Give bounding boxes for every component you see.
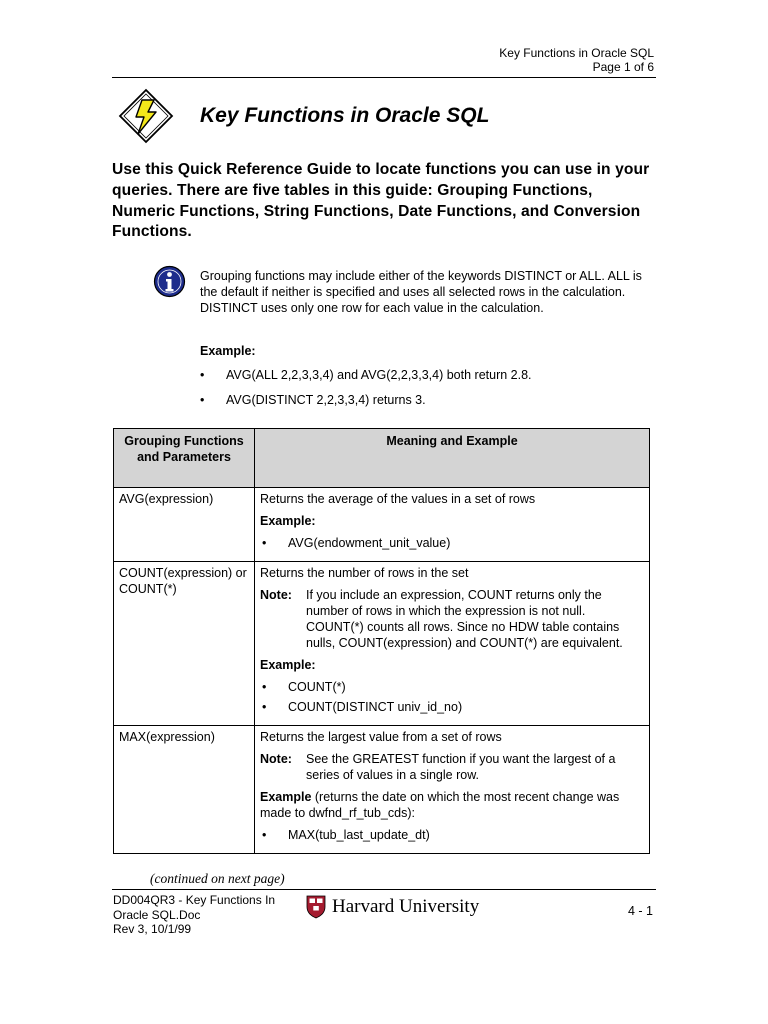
row-note (260, 751, 644, 783)
page-title: Key Functions in Oracle SQL (200, 104, 490, 127)
column-header-meaning: Meaning and Example (255, 429, 650, 488)
table-row (114, 488, 650, 562)
bullet-dot: • (262, 536, 267, 550)
row-note-label: Note: (260, 752, 292, 766)
row-example-label: Example: (260, 658, 316, 672)
bullet-dot: • (262, 700, 267, 714)
row-example-bullet (260, 535, 644, 551)
footer-doc-line: Oracle SQL.Doc (113, 907, 201, 922)
bullet-dot: • (200, 393, 205, 407)
meaning-cell (255, 562, 650, 726)
function-cell: MAX(expression) (114, 726, 255, 854)
footer-page-number: 4 - 1 (628, 904, 654, 918)
info-bullet-text: AVG(ALL 2,2,3,3,4) and AVG(2,2,3,3,4) both return 2.8. (226, 368, 532, 382)
info-text: Grouping functions may include either of the keywords DISTINCT or ALL. ALL is the default if neither is specified and uses all selected rows in the calculation. DISTINCT uses only one row for each value in the calculation. (200, 269, 642, 315)
info-icon (153, 265, 186, 298)
harvard-shield-icon (306, 895, 326, 919)
row-example-text: AVG(endowment_unit_value) (288, 536, 451, 550)
column-header-function: Grouping Functions and Parameters (114, 429, 255, 488)
table-row (114, 562, 650, 726)
harvard-logo (306, 895, 479, 919)
row-example-text: COUNT(*) (288, 680, 346, 694)
meaning-cell (255, 488, 650, 562)
row-description: Returns the average of the values in a set of rows (260, 492, 536, 506)
row-example (260, 789, 644, 821)
row-note-text: If you include an expression, COUNT returns only the number of rows in which the expression is not null. COUNT(*) counts all rows. Since no HDW table contains nulls, COUNT(expression) and COUNT(*) are equivalent. (306, 588, 623, 650)
row-description: Returns the number of rows in the set (260, 566, 469, 580)
bullet-dot: • (262, 828, 267, 842)
row-note-label: Note: (260, 588, 292, 602)
row-example-label: Example (260, 790, 312, 804)
continued-note: (continued on next page) (150, 871, 285, 886)
intro-paragraph: Use this Quick Reference Guide to locate functions you can use in your queries. There are five tables in this guide: Grouping Functions, Numeric Functions, String Functions, Date Functions, and Conversion Functions. (112, 161, 650, 241)
function-cell: COUNT(expression) or COUNT(*) (114, 562, 255, 726)
table-header-row (114, 429, 650, 488)
table-row (114, 726, 650, 854)
row-example-bullet (260, 679, 644, 695)
bullet-dot: • (200, 368, 205, 382)
row-example-bullet (260, 827, 644, 843)
harvard-name: Harvard University (332, 896, 480, 917)
meaning-cell (255, 726, 650, 854)
row-note-text: See the GREATEST function if you want the largest of a series of values in a single row. (306, 752, 616, 782)
bullet-dot: • (262, 680, 267, 694)
footer-doc-line: DD004QR3 - Key Functions In (113, 893, 276, 907)
row-example-description: (returns the date on which the most recent change was made to dwfnd_rf_tub_cds): (260, 790, 620, 820)
header-divider (112, 77, 656, 78)
footer-divider (112, 889, 656, 890)
row-description: Returns the largest value from a set of rows (260, 730, 502, 744)
grouping-functions-table (113, 428, 650, 854)
header-page-label: Page 1 of 6 (592, 60, 654, 74)
row-example-bullet (260, 699, 644, 715)
row-example-text: MAX(tub_last_update_dt) (288, 828, 430, 842)
info-bullet-text: AVG(DISTINCT 2,2,3,3,4) returns 3. (226, 393, 426, 407)
footer-doc-info (113, 893, 275, 937)
header-doc-title: Key Functions in Oracle SQL (499, 46, 654, 60)
row-example-text: COUNT(DISTINCT univ_id_no) (288, 700, 463, 714)
row-note (260, 587, 644, 651)
row-example-label: Example: (260, 514, 316, 528)
info-example-label: Example: (200, 344, 256, 358)
function-cell: AVG(expression) (114, 488, 255, 562)
footer-doc-line: Rev 3, 10/1/99 (113, 922, 192, 936)
lightning-diamond-icon (118, 88, 174, 144)
